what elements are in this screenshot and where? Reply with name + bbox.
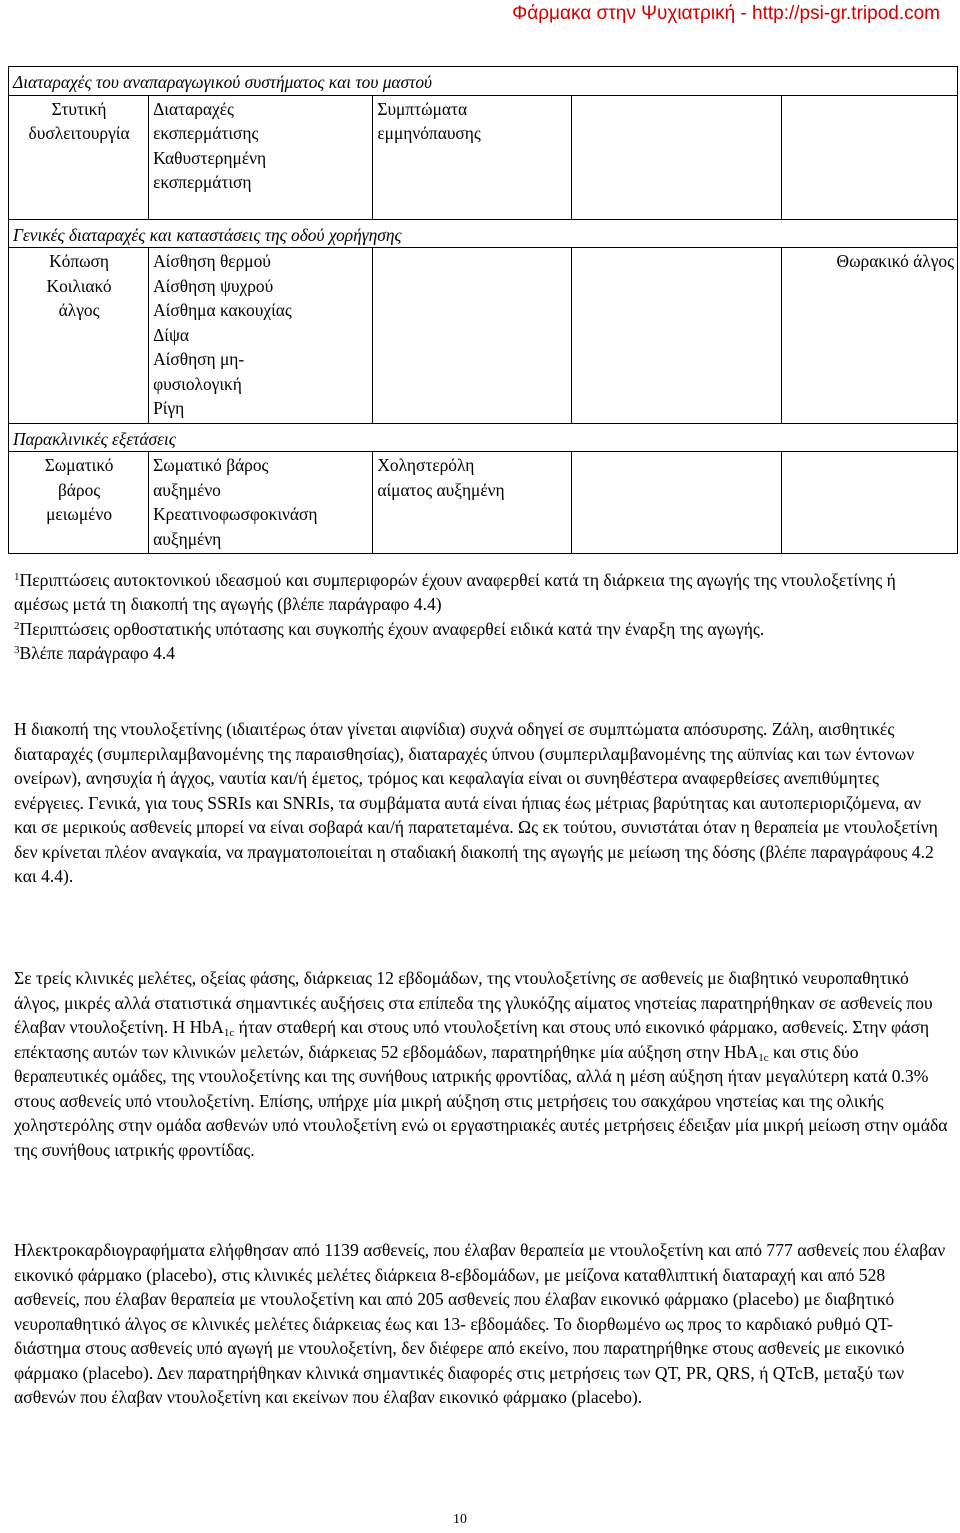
paragraph-discontinuation: Η διακοπή της ντουλοξετίνης (ιδιαιτέρως όταν γίνεται αιφνίδια) συχνά οδηγεί σε συμπτώματα απόσυρσης. Ζάλη, αισθητικές διαταραχές (συμπεριλαμβανομένης της παραισθησίας), διαταραχές ύπνου (συμπεριλαμβανομένης της αϋπνίας και των έντονων ονείρων), ανησυχία ή άγχος, ναυτία και/ή έμετος, τρόμος και κεφαλαγία είναι οι συνηθέστερα αναφερθείσες ανεπιθύμητες ενέργειες. Γενικά, για τους SSRIs και SNRIs, τα συμβάματα αυτά είναι ήπιας έως μέτριας βαρύτητας και αυτοπεριοριζόμενα, αν και σε μερικούς ασθενείς μπορεί να είναι σοβαρά και/ή παρατεταμένα. Ως εκ τούτου, συνιστάται όταν η θεραπεία με ντουλοξετίνη δεν κρίνεται πλέον αναγκαία, να πραγματοποιείται η σταδιακή διακοπή της αγωγής με μείωση της δόσης (βλέπε παραγράφους 4.2 και 4.4). [14, 719, 938, 886]
table-row-section2-title [9, 219, 958, 248]
table-row [9, 95, 958, 219]
section-title: Διαταραχές του αναπαραγωγικού συστήματος και του μαστού [9, 67, 958, 96]
section-title: Γενικές διαταραχές και καταστάσεις της οδού χορήγησης [9, 219, 958, 248]
table-cell: Αίσθηση θερμού Αίσθηση ψυχρού Αίσθημα κακουχίας Δίψα Αίσθηση μη- φυσιολογική Ρίγη [149, 248, 373, 424]
footnote-1: $^1$Περιπτώσεις αυτοκτονικού ιδεασμού και συμπεριφορών έχουν αναφερθεί κατά τη διάρκεια της αγωγής της ντουλοξετίνης ή αμέσως μετά τη διακοπή της αγωγής (βλέπε παράγραφο 4.4) [14, 570, 896, 615]
footnote-2: $^2$Περιπτώσεις ορθοστατικής υπότασης και συγκοπής έχουν αναφερθεί ειδικά κατά την έναρξη της αγωγής. [14, 618, 765, 639]
site-header-link[interactable]: Φάρμακα στην Ψυχιατρική - http://psi-gr.tripod.com [512, 3, 940, 24]
table-row-section1-title [9, 67, 958, 96]
table-cell: Στυτική δυσλειτουργία [9, 95, 149, 219]
footnotes [14, 568, 944, 666]
section-title: Παρακλινικές εξετάσεις [9, 423, 958, 452]
table-cell: Σωματικό βάρος αυξημένο Κρεατινοφωσφοκινάση αυξημένη [149, 452, 373, 554]
table-row [9, 452, 958, 554]
table-cell [781, 95, 957, 219]
table-cell: Διαταραχές εκσπερμάτισης Καθυστερημένη εκσπερμάτιση [149, 95, 373, 219]
table-cell: Χοληστερόλη αίματος αυξημένη [373, 452, 571, 554]
table-cell [373, 248, 571, 424]
table-cell [571, 248, 781, 424]
paragraph-ecg: Ηλεκτροκαρδιογραφήματα ελήφθησαν από 1139 ασθενείς, που έλαβαν θεραπεία με ντουλοξετίνη και από 777 ασθενείς που έλαβαν εικονικό φάρμακο (placebo), στις κλινικές μελέτες διάρκεια 8-εβδομάδων, με μείζονα καταθλιπτική διαταραχή και από 528 ασθενείς, που έλαβαν θεραπεία με ντουλοξετίνη και από 205 ασθενείς που έλαβαν εικονικό φάρμακο (placebo) με διαβητικό νευροπαθητικό άλγος σε κλινικές μελέτες διάρκειας έως και 13- εβδομάδες. Το διορθωμένο ως προς το καρδιακό ρυθμό QT-διάστημα στους ασθενείς υπό αγωγή με ντουλοξετίνη, δεν διέφερε από εκείνο, που παρατηρήθηκε στους ασθενείς με εικονικό φάρμακο (placebo). Δεν παρατηρήθηκαν κλινικά σημαντικές διαφορές στις μετρήσεις των QT, PR, QRS, ή QTcB, μεταξύ των ασθενών που έλαβαν ντουλοξετίνη και εκείνων που έλαβαν εικονικό φάρμακο (placebo). [14, 1240, 946, 1407]
table-cell [781, 452, 957, 554]
footnote-3: $^3$Βλέπε παράγραφο 4.4 [14, 643, 176, 664]
table-cell: Θωρακικό άλγος [781, 248, 957, 424]
table-row-section3-title [9, 423, 958, 452]
table-cell: Σωματικό βάρος μειωμένο [9, 452, 149, 554]
table-cell [571, 95, 781, 219]
page-number: 10 [453, 1512, 467, 1527]
table-cell [571, 452, 781, 554]
table-cell: Κόπωση Κοιλιακό άλγος [9, 248, 149, 424]
table-cell: Συμπτώματα εμμηνόπαυσης [373, 95, 571, 219]
paragraph-glucose: Σε τρείς κλινικές μελέτες, οξείας φάσης, διάρκειας 12 εβδομάδων, της ντουλοξετίνης σε ασθενείς με διαβητικό νευροπαθητικό άλγος, μικρές αλλά στατιστικά σημαντικές αυξήσεις στα επίπεδα της γλυκόζης αίματος νηστείας παρατηρήθηκαν σε ασθενείς που έλαβαν ντουλοξετίνη. Η HbA$_{1c}$ ήταν σταθερή και στους υπό ντουλοξετίνη και στους υπό εικονικό φάρμακο, ασθενείς. Στην φάση επέκτασης αυτών των κλινικών μελετών, διάρκειας 52 εβδομάδων, παρατηρήθηκε μία αύξηση στην HbA$_{1c}$ και στις δύο θεραπευτικές ομάδες, της ντουλοξετίνης και της συνήθους ιατρικής φροντίδας, αλλά η μέση αύξηση ήταν μεγαλύτερη κατά 0.3% στους ασθενείς υπό ντουλοξετίνη. Επίσης, υπήρχε μία μικρή αύξηση στις μετρήσεις του σακχάρου νηστείας και της ολικής χοληστερόλης στην ομάδα ασθενών υπό ντουλοξετίνη ενώ οι εργαστηριακές αυτές μετρήσεις έδειξαν μία μικρή μείωση στην ομάδα της συνήθους ιατρικής φροντίδας. [14, 968, 948, 1160]
table-row [9, 248, 958, 424]
adverse-reactions-table [8, 66, 958, 554]
